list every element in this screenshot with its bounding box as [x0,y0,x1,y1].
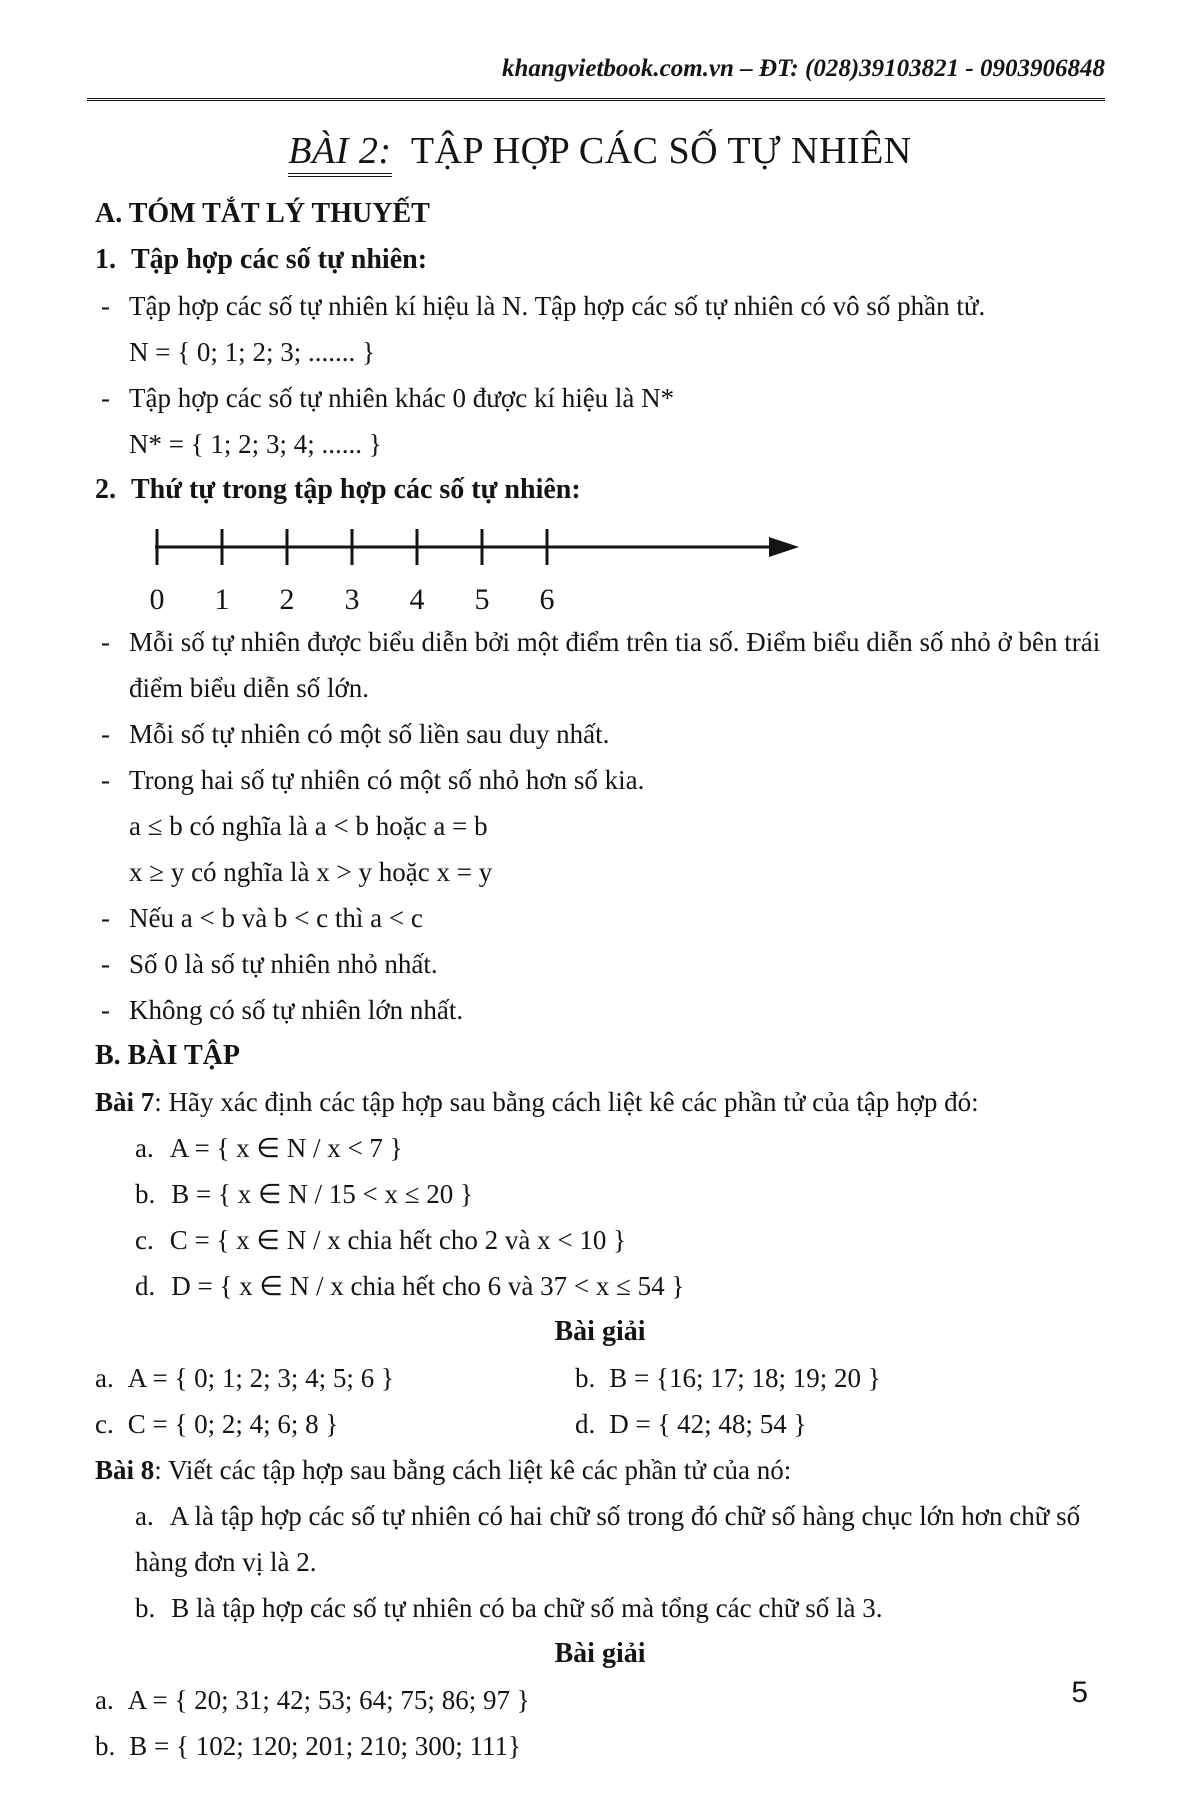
theory-item [95,941,1105,987]
theory-item-text: N = { 0; 1; 2; 3; ....... } [129,337,375,367]
answer-text: A = { 20; 31; 42; 53; 64; 75; 86; 97 } [127,1685,530,1715]
bullet-marker: - [101,627,110,657]
tick-label-4: 4 [409,583,425,616]
theory-item [95,329,1105,375]
problem-8-solution-heading: Bài giải [554,1638,646,1669]
subsection-1-number: 1. [95,244,116,275]
part-text: B = { x ∈ N / 15 < x ≤ 20 } [171,1179,473,1209]
bullet-marker: - [101,995,110,1025]
bullet-marker [95,421,129,467]
theory-item-text: Tập hợp các số tự nhiên khác 0 được kí hiệu là N* [129,383,675,413]
theory-item-text: a ≤ b có nghĩa là a < b hoặc a = b [129,811,488,841]
tick-label-0: 0 [149,583,165,616]
answer-text: C = { 0; 2; 4; 6; 8 } [127,1409,339,1439]
theory-item [95,803,1105,849]
theory-item-text: Nếu a < b và b < c thì a < c [129,903,423,933]
lesson-name: TẬP HỢP CÁC SỐ TỰ NHIÊN [410,130,912,172]
theory-item [95,619,1105,711]
answer-text: B = {16; 17; 18; 19; 20 } [609,1363,881,1393]
subsection-2-heading [95,467,1105,513]
theory-item-text: x ≥ y có nghĩa là x > y hoặc x = y [129,857,493,887]
theory-item [95,849,1105,895]
subsection-2-number: 2. [95,474,116,505]
part-marker: a. [135,1133,154,1163]
problem-7-part [95,1217,1105,1263]
theory-item-text: Tập hợp các số tự nhiên kí hiệu là N. Tập hợp các số tự nhiên có vô số phần tử. [129,291,986,321]
problem-7-answers [95,1355,1105,1447]
problem-8-intro: : Viết các tập hợp sau bằng cách liệt kê các phần tử của nó: [154,1455,792,1485]
part-text: A là tập hợp các số tự nhiên có hai chữ số trong đó chữ số hàng chục lớn hơn chữ số hàng đơn vị là 2. [135,1501,1081,1577]
tick-label-2: 2 [279,583,295,616]
problem-7-part [95,1263,1105,1309]
theory-item-text: Mỗi số tự nhiên được biểu diễn bởi một điểm trên tia số. Điểm biểu diễn số nhỏ ở bên trái điểm biểu diễn số lớn. [129,627,1101,703]
bullet-marker: - [101,949,110,979]
bullet-marker: - [101,291,110,321]
tick-label-5: 5 [474,583,490,616]
tick-label-6: 6 [539,583,555,616]
theory-item [95,375,1105,421]
page-header [87,52,1105,101]
page-number: 5 [1071,1676,1088,1709]
bullet-marker: - [101,383,110,413]
part-marker: c. [135,1225,154,1255]
answer-text: B = { 102; 120; 201; 210; 300; 111} [129,1731,521,1761]
answer-text: A = { 0; 1; 2; 3; 4; 5; 6 } [127,1363,394,1393]
answer-marker: c. [95,1409,114,1439]
problem-8-label: Bài 8 [95,1455,155,1485]
problem-7-solution-heading: Bài giải [554,1316,646,1347]
problem-7-part [95,1171,1105,1217]
problem-7-intro: : Hãy xác định các tập hợp sau bằng cách liệt kê các phần tử của tập hợp đó: [154,1087,979,1117]
part-marker: d. [135,1271,156,1301]
arrowhead [769,537,799,557]
subsection-1-title: Tập hợp các số tự nhiên: [131,244,428,275]
theory-item [95,711,1105,757]
lesson-number: BÀI 2: [288,130,391,177]
answer-item [575,1401,1105,1447]
part-text: C = { x ∈ N / x chia hết cho 2 và x < 10 } [169,1225,627,1255]
number-line-figure [147,521,1105,617]
bullet-marker [95,849,129,895]
answer-marker: a. [95,1363,114,1393]
problem-8-part [95,1585,1105,1631]
part-marker: a. [135,1501,154,1531]
problem-7-label: Bài 7 [95,1087,155,1117]
header-contact-text: khangvietbook.com.vn – ĐT: (028)39103821 - 0903906848 [502,55,1105,82]
part-text: B là tập hợp các số tự nhiên có ba chữ số mà tổng các chữ số là 3. [171,1593,883,1623]
part-marker: b. [135,1179,156,1209]
subsection-1-heading [95,237,1105,283]
theory-item [95,987,1105,1033]
theory-item-text: Trong hai số tự nhiên có một số nhỏ hơn số kia. [129,765,645,795]
number-line-diagram [147,521,807,617]
answer-item [95,1677,1105,1723]
answer-item [95,1723,1105,1769]
answer-marker: d. [575,1409,596,1439]
theory-item-text: N* = { 1; 2; 3; 4; ...... } [129,429,382,459]
theory-item-text: Mỗi số tự nhiên có một số liền sau duy nhất. [129,719,610,749]
part-marker: b. [135,1593,156,1623]
section-b-heading: B. BÀI TẬP [95,1040,240,1071]
bullet-marker: - [101,719,110,749]
answer-marker: b. [95,1731,116,1761]
answer-marker: b. [575,1363,596,1393]
bullet-marker: - [101,903,110,933]
theory-item [95,895,1105,941]
answer-text: D = { 42; 48; 54 } [609,1409,807,1439]
problem-7-statement [95,1079,1105,1125]
answer-item [95,1355,575,1401]
problem-8-part [95,1493,1105,1585]
bullet-marker [95,329,129,375]
problem-8-statement [95,1447,1105,1493]
part-text: A = { x ∈ N / x < 7 } [169,1133,403,1163]
answer-item [95,1401,575,1447]
theory-item [95,283,1105,329]
answer-item [575,1355,1105,1401]
answer-marker: a. [95,1685,114,1715]
problem-7-part [95,1125,1105,1171]
theory-item-text: Không có số tự nhiên lớn nhất. [129,995,464,1025]
bullet-marker: - [101,765,110,795]
bullet-marker [95,803,129,849]
lesson-title [95,125,1105,177]
theory-item [95,757,1105,803]
theory-item [95,421,1105,467]
tick-label-3: 3 [344,583,360,616]
section-a-heading: A. TÓM TẮT LÝ THUYẾT [95,198,430,229]
part-text: D = { x ∈ N / x chia hết cho 6 và 37 < x ≤ 54 } [171,1271,685,1301]
subsection-2-title: Thứ tự trong tập hợp các số tự nhiên: [131,474,581,505]
theory-item-text: Số 0 là số tự nhiên nhỏ nhất. [129,949,438,979]
tick-label-1: 1 [214,583,230,616]
